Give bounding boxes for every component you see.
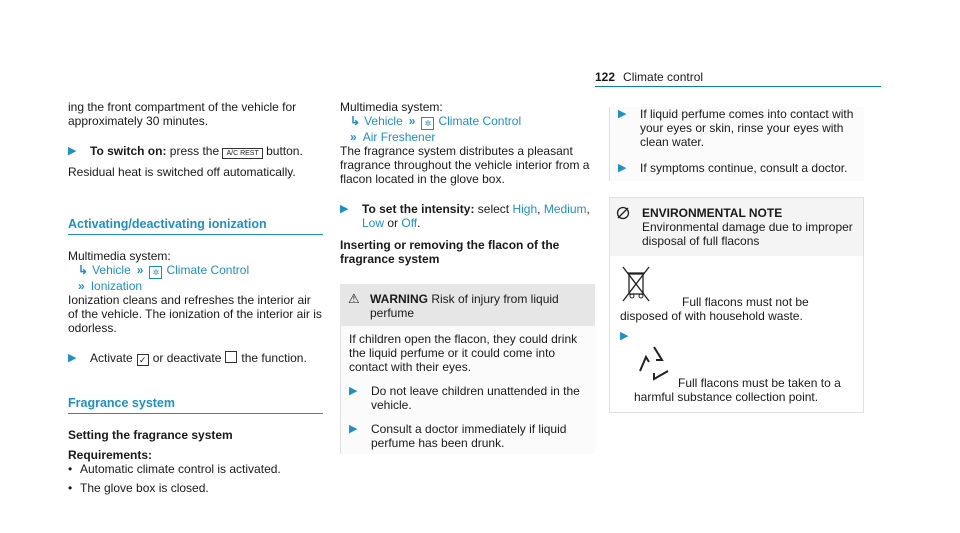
chevron-right-icon: » bbox=[136, 263, 144, 277]
nav-vehicle[interactable]: Vehicle bbox=[92, 263, 131, 277]
column-left bbox=[68, 100, 323, 495]
chevron-right-icon: » bbox=[350, 130, 357, 144]
column-right bbox=[609, 107, 864, 413]
multimedia-label: Multimedia system: bbox=[340, 100, 443, 114]
warning-step: ▶ Consult a doctor immediately if liquid perfume has been drunk. bbox=[349, 422, 567, 450]
list-item: • The glove box is closed. bbox=[68, 481, 209, 495]
list-item: • Automatic climate control is activated. bbox=[68, 462, 281, 476]
option-medium[interactable]: Medium bbox=[543, 202, 587, 216]
nav-vehicle[interactable]: Vehicle bbox=[364, 114, 403, 128]
warning-step: ▶ If liquid perfume comes into contact with your eyes or skin, rinse your eyes with clean water. bbox=[618, 107, 854, 149]
chevron-right-icon: » bbox=[78, 279, 85, 293]
nav-path-ionization bbox=[68, 249, 323, 293]
header-rule bbox=[595, 86, 881, 87]
option-off[interactable]: Off bbox=[401, 216, 418, 230]
warning-label: WARNING bbox=[370, 292, 428, 306]
step-arrow-icon: ▶ bbox=[349, 423, 358, 435]
page-header bbox=[595, 70, 703, 84]
step-arrow-icon: ▶ bbox=[618, 162, 627, 174]
return-arrow-icon: ↳ bbox=[350, 114, 361, 128]
nav-climate-control[interactable]: Climate Control bbox=[166, 263, 250, 277]
chevron-right-icon: » bbox=[408, 114, 416, 128]
env-line2: Full flacons must be taken to a harmful substance collection point. bbox=[634, 376, 841, 404]
step-arrow-icon: ▶ bbox=[349, 385, 358, 397]
step-arrow-icon: ▶ bbox=[618, 108, 627, 120]
ionization-desc: Ionization cleans and refreshes the interior air of the vehicle. The ionization of the interior air is odorless. bbox=[68, 293, 322, 335]
step-label: To switch on: bbox=[90, 144, 167, 158]
option-low[interactable]: Low bbox=[362, 216, 385, 230]
nav-ionization[interactable]: Ionization bbox=[90, 279, 143, 293]
requirements-label: Requirements: bbox=[68, 448, 153, 462]
section-heading-ionization: Activating/deactivating ionization bbox=[68, 217, 323, 235]
step-arrow-icon: ▶ bbox=[620, 330, 629, 342]
nav-climate-control[interactable]: Climate Control bbox=[438, 114, 522, 128]
unchecked-box-icon bbox=[225, 351, 237, 363]
climate-icon: ✲ bbox=[421, 117, 434, 130]
warning-step: ▶ Do not leave children unattended in the vehicle. bbox=[349, 384, 580, 412]
environment-icon bbox=[616, 206, 642, 248]
subheading-setting: Setting the fragrance system bbox=[68, 428, 233, 442]
residual-text: Residual heat is switched off automatically. bbox=[68, 165, 296, 179]
climate-icon: ✲ bbox=[149, 266, 162, 279]
warning-step: ▶ If symptoms continue, consult a doctor. bbox=[618, 161, 848, 175]
environmental-note: ENVIRONMENTAL NOTE Environmental damage due to improper disposal of full flacons Full flacons must not be disposed of with household waste. ▶ Full flacons must be taken to a harmful substance collection point. bbox=[609, 197, 864, 413]
section-heading-fragrance: Fragrance system bbox=[68, 396, 323, 414]
nav-path-air-freshener bbox=[340, 100, 595, 144]
crossed-bin-icon bbox=[620, 264, 660, 307]
multimedia-label: Multimedia system: bbox=[68, 249, 171, 263]
fragrance-desc: The fragrance system distributes a pleasant fragrance throughout the vehicle interior from a flacon located in the glove box. bbox=[340, 144, 590, 186]
recycle-icon bbox=[634, 372, 674, 386]
checked-box-icon: ✓ bbox=[137, 354, 149, 366]
warning-box: ⚠ WARNING Risk of injury from liquid perfume If children open the flacon, they could drink the liquid perfume or it could come into contact with their eyes. ▶ Do not leave children unattended in the vehicle. ▶ Consult a doctor immediately if liquid perfume has been drunk. bbox=[340, 284, 595, 454]
step-intensity: ▶ To set the intensity: select High, Medium, Low or Off. bbox=[340, 202, 590, 230]
return-arrow-icon: ↳ bbox=[78, 263, 89, 277]
step-arrow-icon: ▶ bbox=[68, 352, 77, 364]
intro-text: ing the front compartment of the vehicle for approximately 30 minutes. bbox=[68, 100, 297, 128]
warning-body: If children open the flacon, they could drink the liquid perfume or it could come into contact with their eyes. bbox=[349, 332, 578, 374]
env-label: ENVIRONMENTAL NOTE bbox=[642, 206, 783, 220]
subheading-inserting: Inserting or removing the flacon of the fragrance system bbox=[340, 238, 560, 266]
step-switch-on: ▶ To switch on: press the A/C REST button. bbox=[68, 144, 303, 158]
nav-air-freshener[interactable]: Air Freshener bbox=[362, 130, 436, 144]
chapter-title: Climate control bbox=[623, 70, 704, 84]
warning-icon: ⚠ bbox=[348, 291, 360, 306]
column-middle bbox=[340, 100, 595, 454]
step-activate: ▶ Activate ✓ or deactivate the function. bbox=[68, 351, 307, 365]
env-line1: Full flacons must not be disposed of with household waste. bbox=[620, 295, 809, 323]
page-number: 122 bbox=[595, 70, 616, 84]
option-high[interactable]: High bbox=[512, 202, 538, 216]
step-arrow-icon: ▶ bbox=[340, 203, 349, 215]
step-arrow-icon: ▶ bbox=[68, 145, 77, 157]
ac-rest-button-icon: A/C REST bbox=[222, 148, 262, 159]
